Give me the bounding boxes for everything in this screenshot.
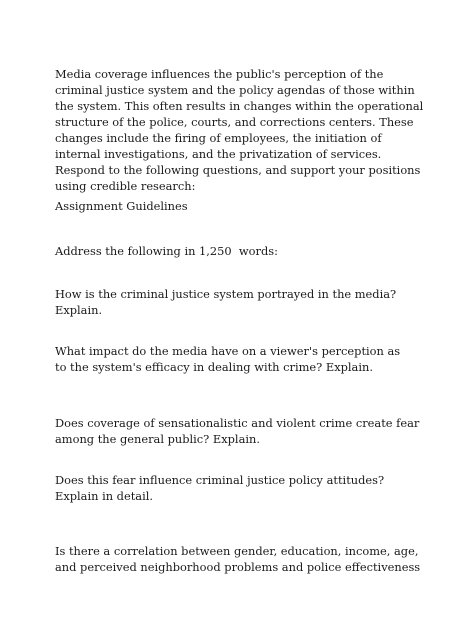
question-2: What impact do the media have on a viewer's perception as to the system's efficacy in dealing with crime? Explain. bbox=[55, 344, 401, 374]
question-3: Does coverage of sensationalistic and violent crime create fear among the general public? Explain. bbox=[55, 416, 420, 446]
question-1: How is the criminal justice system portrayed in the media? Explain. bbox=[55, 287, 397, 317]
intro-paragraph: Media coverage influences the public's perception of the criminal justice system and the policy agendas of those within the system. This often results in changes within the operational structure of the police, courts, and corrections centers. These changes include the firing of employees, the initiation of internal investigations, and the privatization of services. Respond to the following questions, and support your positions using credible research: bbox=[55, 67, 424, 193]
word-count-instruction: Address the following in 1,250 words: bbox=[55, 244, 278, 258]
guidelines-heading: Assignment Guidelines bbox=[55, 199, 188, 213]
question-4: Does this fear influence criminal justice policy attitudes? Explain in detail. bbox=[55, 473, 385, 503]
question-5: Is there a correlation between gender, education, income, age, and perceived neighborhood problems and police effectiveness bbox=[55, 544, 421, 574]
